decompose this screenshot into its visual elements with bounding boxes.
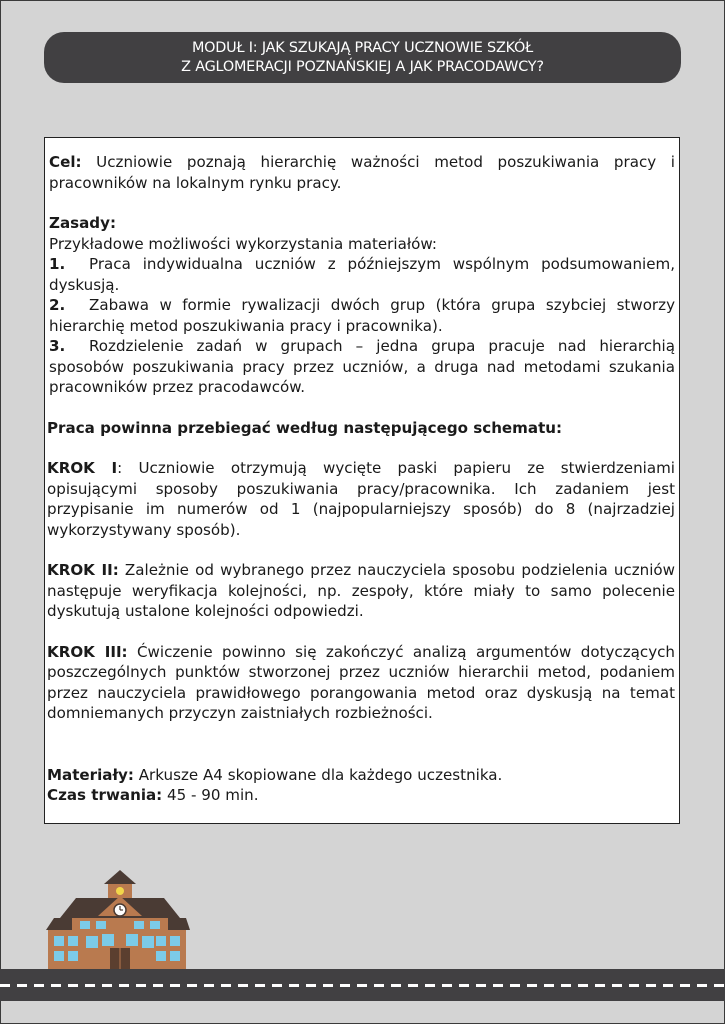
bell-icon <box>116 887 124 895</box>
duration-text: 45 - 90 min. <box>162 786 259 804</box>
goal-text: Uczniowie poznają hierarchię ważności metod poszukiwania pracy i pracowników na lokalnym rynku pracy. <box>49 153 675 192</box>
schema-heading: Praca powinna przebiegać według następującego schematu: <box>47 418 563 437</box>
school-building-icon <box>40 866 190 972</box>
step-1-separator: : <box>117 459 123 477</box>
rules-item-number: 1. <box>49 255 66 273</box>
step-1-text: Uczniowie otrzymują wycięte paski papieru ze stwierdzeniami opisującymi sposoby poszukiwania pracy/pracownika. Ich zadaniem jest przypisanie im numerów od 1 (najpopularniejszy sposób) do 8 (najrzadziej wykorzystywany sposób). <box>47 459 675 539</box>
duration-line <box>47 785 675 806</box>
rules-item-number: 3. <box>49 337 66 355</box>
step-2-label: KROK II: <box>47 561 119 579</box>
rules-item-text: Praca indywidualna uczniów z późniejszym wspólnym podsumowaniem, dyskusją. <box>49 255 675 294</box>
tower-roof <box>104 870 136 884</box>
step-2-text: Zależnie od wybranego przez nauczyciela sposobu podzielenia uczniów następuje weryfikacja kolejności, np. zespoły, które miały to samo polecenie dyskutują ustalone kolejności odpowiedzi. <box>47 561 675 620</box>
rules-item-1 <box>47 254 675 295</box>
step-2-paragraph <box>47 560 675 622</box>
materials-line <box>47 765 675 786</box>
rules-intro: Przykładowe możliwości wykorzystania materiałów: <box>49 234 437 253</box>
lesson-content-box <box>44 137 680 824</box>
goal-label: Cel: <box>49 153 82 171</box>
step-1-label: KROK I <box>47 459 118 477</box>
rules-item-number: 2. <box>49 296 66 314</box>
materials-label: Materiały: <box>47 765 134 784</box>
rules-item-text: Rozdzielenie zadań w grupach – jedna grupa pracuje nad hierarchią sposobów poszukiwania pracy przez uczniów, a druga nad metodami szukania pracowników przez pracodawców. <box>49 337 675 396</box>
step-3-text: Ćwiczenie powinno się zakończyć analizą argumentów dotyczących poszczególnych punktów stworzonej przez uczniów hierarchii metod, podaniem przez nauczyciela prawidłowego porangowania metod oraz dyskusją na temat domniemanych przyczyn zaistniałych rozbieżności. <box>47 642 675 722</box>
module-title-banner <box>44 32 681 83</box>
rules-item-text: Zabawa w formie rywalizacji dwóch grup (która grupa szybciej stworzy hierarchię metod poszukiwania pracy i pracownika). <box>49 296 675 335</box>
rules-label: Zasady: <box>49 214 116 232</box>
goal-paragraph <box>47 152 675 193</box>
module-title-line-1: MODUŁ I: JAK SZUKAJĄ PRACY UCZNOWIE SZKÓŁ <box>191 39 534 56</box>
road-dashes <box>0 984 725 987</box>
step-3-label: KROK III: <box>47 642 128 661</box>
rules-item-2 <box>47 295 675 336</box>
rules-item-3 <box>47 336 675 398</box>
module-title-line-2: Z AGLOMERACJI POZNAŃSKIEJ A JAK PRACODAWCY? <box>181 58 544 75</box>
duration-label: Czas trwania: <box>47 786 163 804</box>
step-1-paragraph <box>47 458 675 540</box>
step-3-paragraph <box>47 642 675 724</box>
materials-text: Arkusze A4 skopiowane dla każdego uczestnika. <box>133 765 503 784</box>
